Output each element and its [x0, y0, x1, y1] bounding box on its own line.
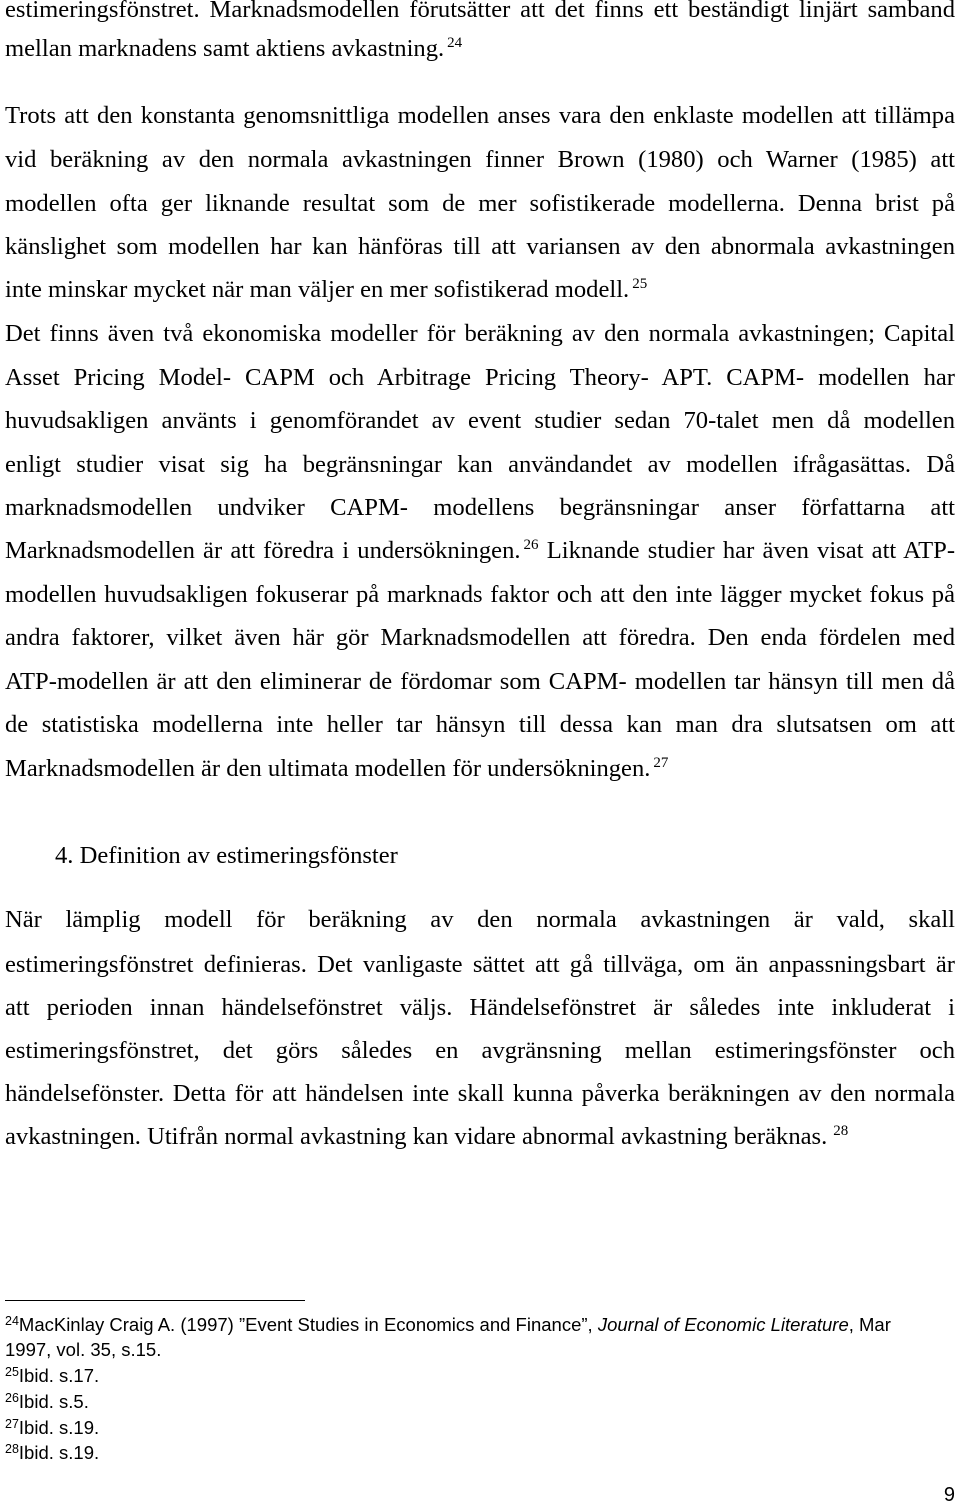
- paragraph-line: de statistiska modellerna inte heller tar hänsyn till dessa kan man dra slutsatsen om att: [5, 711, 955, 738]
- paragraph-line: andra faktorer, vilket även här gör Marknadsmodellen att föredra. Den enda fördelen med: [5, 624, 955, 651]
- footnote-number: 24: [5, 1314, 19, 1328]
- paragraph-line: händelsefönster. Detta för att händelsen inte skall kunna påverka beräkningen av den normala: [5, 1080, 955, 1107]
- footnote: [5, 1313, 955, 1337]
- paragraph-line-text: Marknadsmodellen är den ultimata modellen för undersökningen.: [5, 755, 651, 782]
- footnote-text: Ibid. s.19.: [18, 1442, 100, 1463]
- paragraph-line: modellen huvudsakligen fokuserar på marknads faktor och att den inte lägger mycket fokus på: [5, 581, 955, 608]
- paragraph-line: Asset Pricing Model- CAPM och Arbitrage Pricing Theory- APT. CAPM- modellen har: [5, 364, 955, 391]
- footnote: [5, 1390, 955, 1414]
- footnote-number: 27: [5, 1417, 19, 1431]
- paragraph-line: [5, 754, 955, 784]
- footnote-continuation: 1997, vol. 35, s.15.: [5, 1339, 162, 1360]
- paragraph-line: estimeringsfönstret, det görs således en avgränsning mellan estimeringsfönster och: [5, 1037, 955, 1064]
- footnote-ref: 24: [447, 35, 463, 51]
- paragraph-line: När lämplig modell för beräkning av den normala avkastningen är vald, skall: [5, 906, 955, 933]
- footnote: [5, 1441, 955, 1465]
- footnote-journal: Journal of Economic Literature: [597, 1314, 849, 1335]
- footnote-text: Ibid. s.5.: [18, 1391, 89, 1412]
- paragraph-line: estimeringsfönstret definieras. Det vanligaste sättet att gå tillväga, om än anpassningsbart är: [5, 951, 955, 978]
- paragraph-line-text: avkastningen. Utifrån normal avkastning kan vidare abnormal avkastning beräknas.: [5, 1123, 828, 1150]
- paragraph-line: enligt studier visat sig ha begränsningar kan användandet av modellen ifrågasättas. Då: [5, 451, 955, 478]
- footnote-text: , Mar: [848, 1314, 891, 1335]
- footnote-ref: 26: [523, 537, 539, 553]
- paragraph-line: Trots att den konstanta genomsnittliga modellen anses vara den enklaste modellen att tillämpa: [5, 102, 955, 129]
- footnote: [5, 1416, 955, 1440]
- intro-line: estimeringsfönstret. Marknadsmodellen förutsätter att det finns ett beständigt linjärt samband: [5, 0, 955, 23]
- intro-line-text: mellan marknadens samt aktiens avkastning.: [5, 35, 445, 62]
- footnote-separator: [5, 1300, 305, 1301]
- paragraph-line: att perioden innan händelsefönstret väljs. Händelsefönstret är således inte inkluderat i: [5, 994, 955, 1021]
- paragraph-line-text: Liknande studier har även visat att ATP-: [538, 537, 956, 564]
- footnote-number: 28: [5, 1442, 19, 1456]
- footnote-text: Ibid. s.17.: [18, 1365, 100, 1386]
- paragraph-line: känslighet som modellen har kan hänföras till att variansen av den abnormala avkastningen: [5, 233, 955, 260]
- intro-line: [5, 34, 955, 64]
- footnote-text: MacKinlay Craig A. (1997) ”Event Studies in Economics and Finance”,: [18, 1314, 598, 1335]
- paragraph-line: marknadsmodellen undviker CAPM- modellens begränsningar anser författarna att: [5, 494, 955, 521]
- paragraph-line: [5, 275, 955, 305]
- footnote: [5, 1364, 955, 1388]
- paragraph-line: ATP-modellen är att den eliminerar de fördomar som CAPM- modellen tar hänsyn till men då: [5, 668, 955, 695]
- paragraph-line: modellen ofta ger liknande resultat som de mer sofistikerade modellerna. Denna brist på: [5, 190, 955, 217]
- paragraph-line: [5, 536, 955, 566]
- footnote-number: 25: [5, 1365, 19, 1379]
- footnote-text: Ibid. s.19.: [18, 1417, 100, 1438]
- paragraph-line: vid beräkning av den normala avkastningen finner Brown (1980) och Warner (1985) att: [5, 146, 955, 173]
- paragraph-line-text: Marknadsmodellen är att föredra i undersökningen.: [5, 537, 521, 564]
- footnote-ref: 25: [632, 276, 648, 292]
- paragraph-line-text: inte minskar mycket när man väljer en mer sofistikerad modell.: [5, 276, 630, 303]
- footnote-ref: 27: [653, 755, 669, 771]
- paragraph-line: huvudsakligen använts i genomförandet av event studier sedan 70-talet men då modellen: [5, 407, 955, 434]
- paragraph-line: Det finns även två ekonomiska modeller för beräkning av den normala avkastningen; Capital: [5, 320, 955, 347]
- paragraph-line: [5, 1122, 955, 1152]
- footnote-ref: 28: [833, 1123, 849, 1139]
- page-number: 9: [943, 1484, 955, 1506]
- footnote-number: 26: [5, 1391, 19, 1405]
- section-heading: 4. Definition av estimeringsfönster: [55, 842, 398, 869]
